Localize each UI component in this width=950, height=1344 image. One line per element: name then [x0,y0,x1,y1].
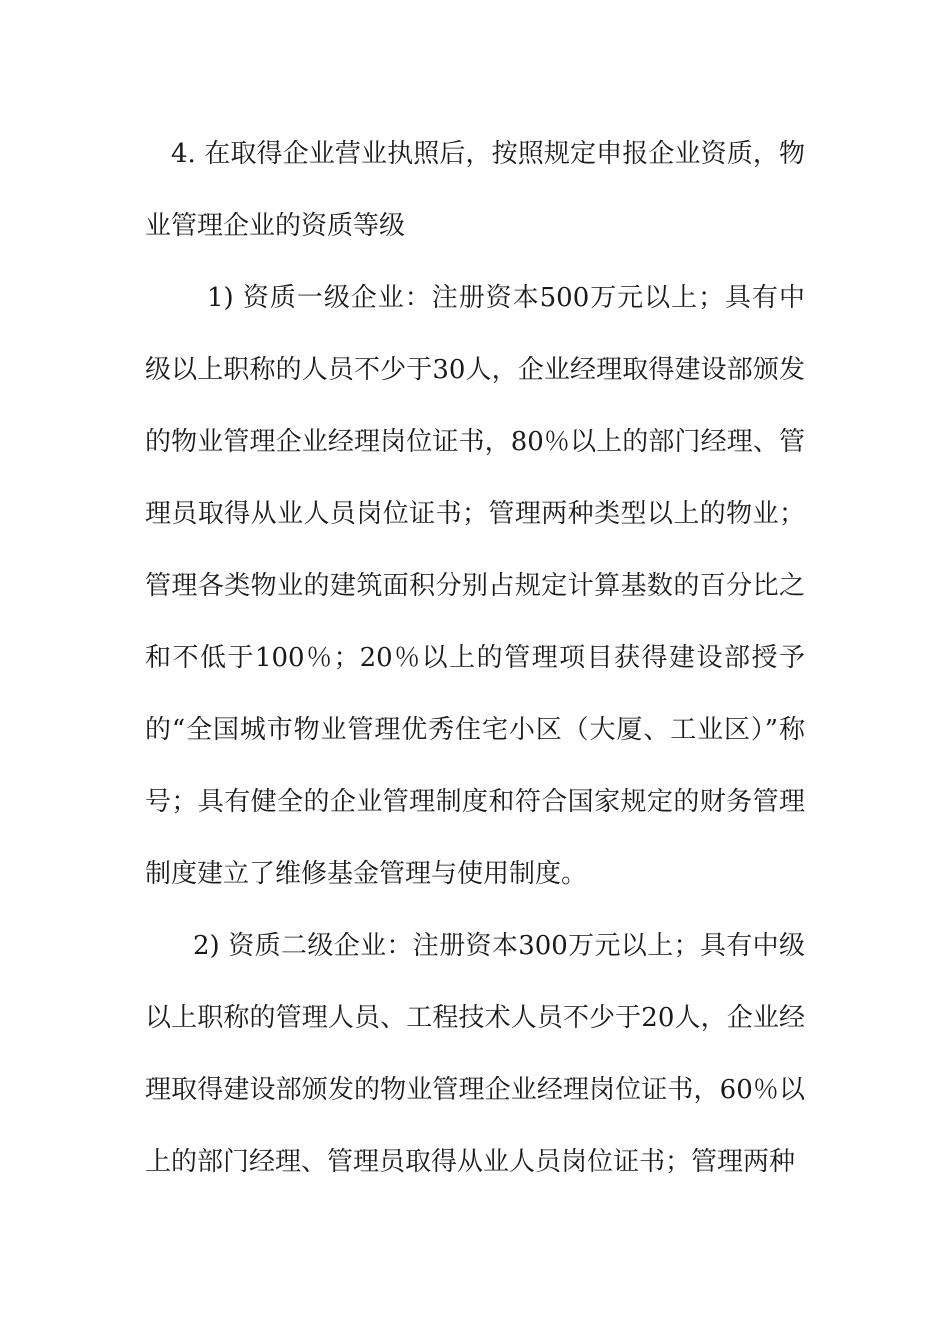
paragraph-item-4: 4. 在取得企业营业执照后，按照规定申报企业资质，物业管理企业的资质等级 [145,139,805,241]
paragraph-item-4-2: 2) 资质二级企业：注册资本300万元以上；具有中级以上职称的管理人员、工程技术人员不少于20人，企业经理取得建设部颁发的物业管理企业经理岗位证书，60％以上的部门经理、管理员取得从业人员岗位证书；管理两种 [145,931,805,1177]
document-body [145,118,805,1198]
paragraph-item-4-1: 1) 资质一级企业：注册资本500万元以上；具有中级以上职称的人员不少于30人，企业经理取得建设部颁发的物业管理企业经理岗位证书，80％以上的部门经理、管理员取得从业人员岗位证书；管理两种类型以上的物业；管理各类物业的建筑面积分别占规定计算基数的百分比之和不低于100％；20％以上的管理项目获得建设部授予的“全国城市物业管理优秀住宅小区（大厦、工业区）”称号；具有健全的企业管理制度和符合国家规定的财务管理制度建立了维修基金管理与使用制度。 [145,283,805,889]
